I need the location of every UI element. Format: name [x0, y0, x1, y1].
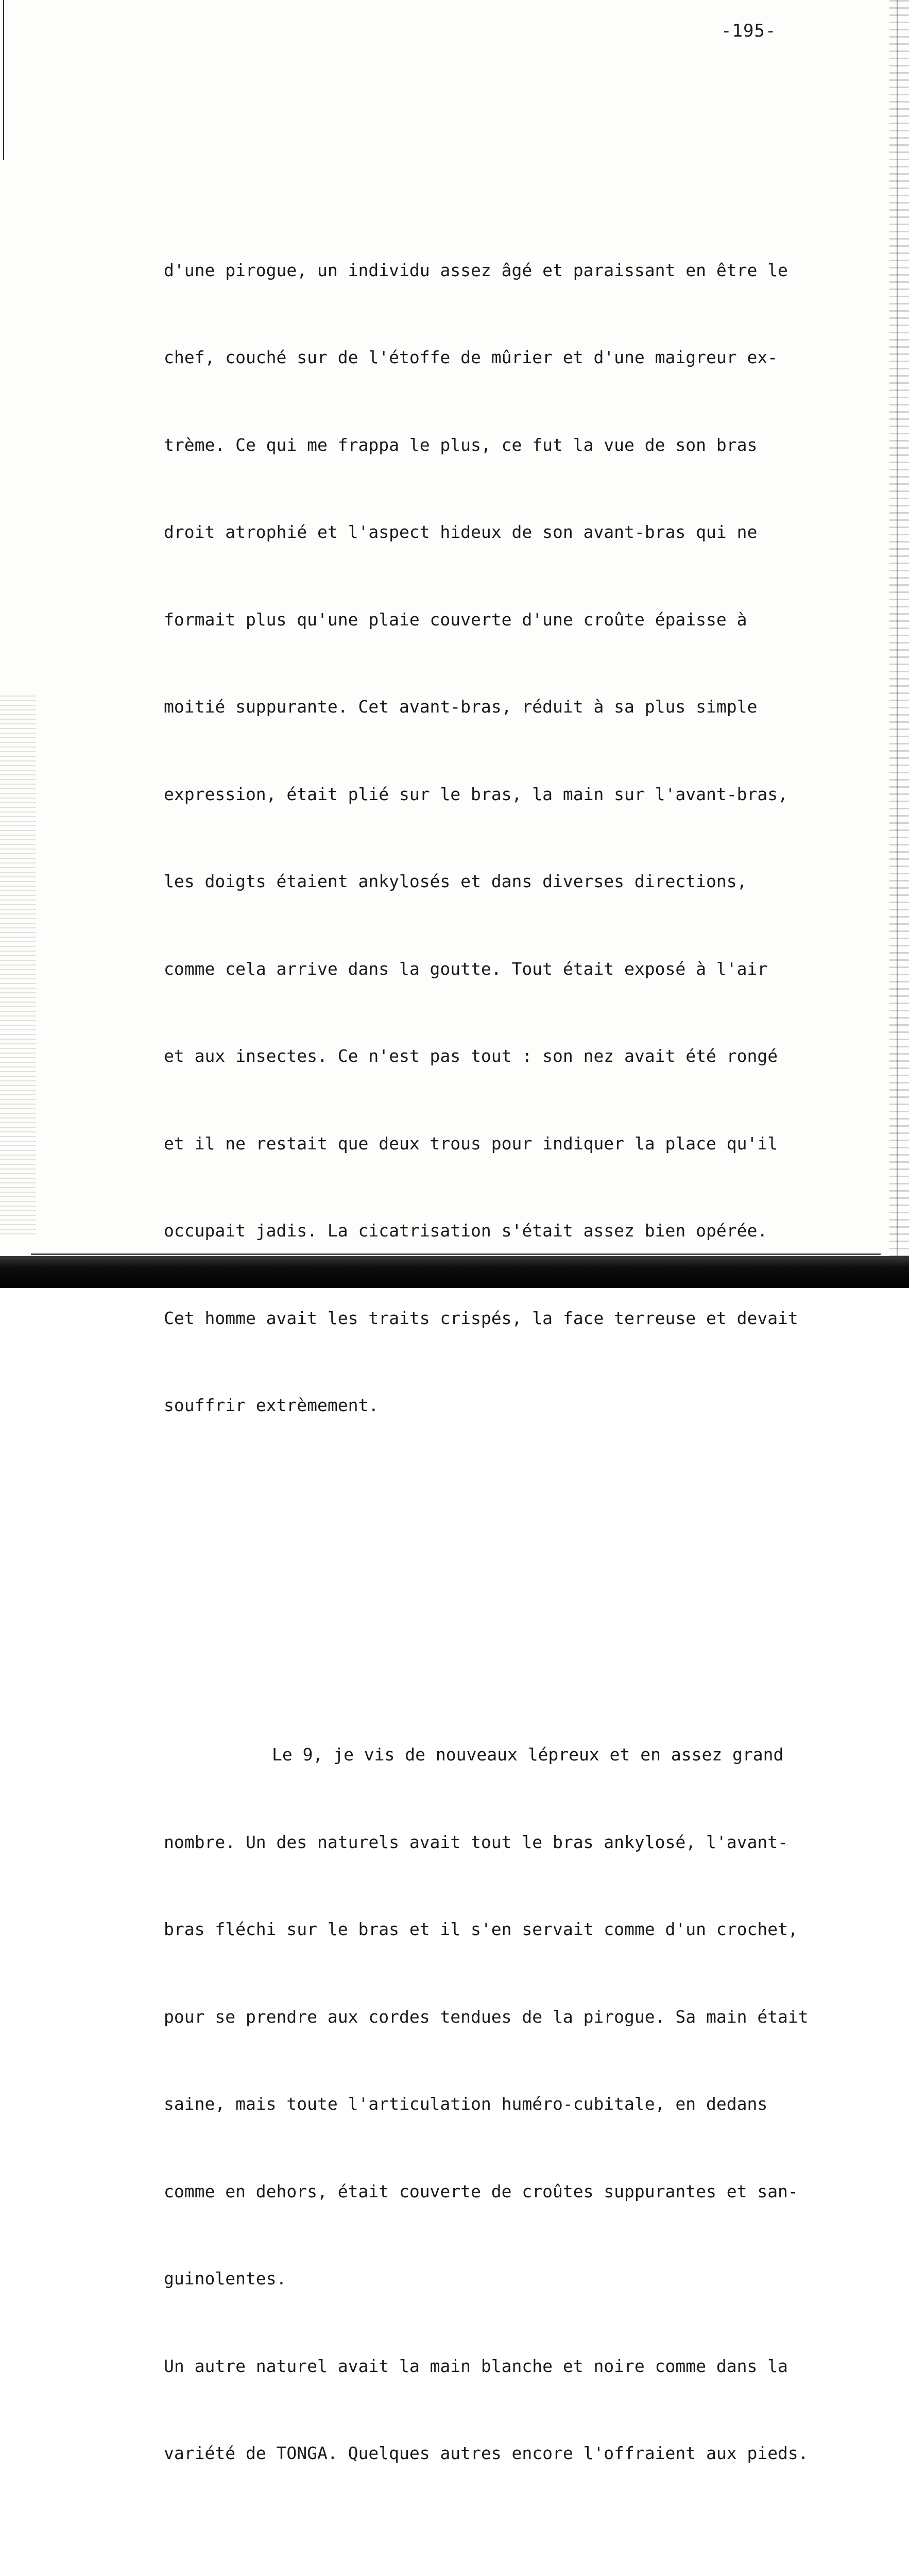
text-line: et il ne restait que deux trous pour indiquer la place qu'il: [164, 1133, 778, 1154]
text-line: comme en dehors, était couverte de croûtes suppurantes et san-: [164, 2181, 798, 2201]
body-text: [164, 110, 885, 2576]
paragraph: [164, 198, 885, 1479]
text-line: Le 9, je vis de nouveaux lépreux et en assez grand: [272, 1744, 784, 1765]
text-line: souffrir extrèmement.: [164, 1395, 379, 1415]
text-line: Un autre naturel avait la main blanche et noire comme dans la: [164, 2355, 788, 2376]
paragraph: [164, 1682, 885, 2527]
text-line: bras fléchi sur le bras et il s'en servait comme d'un crochet,: [164, 1919, 798, 1939]
text-line: expression, était plié sur le bras, la main sur l'avant-bras,: [164, 784, 788, 804]
text-line: guinolentes.: [164, 2268, 287, 2289]
text-line: droit atrophié et l'aspect hideux de son avant-bras qui ne: [164, 522, 758, 542]
text-line: nombre. Un des naturels avait tout le bras ankylosé, l'avant-: [164, 1832, 788, 1852]
text-line: formait plus qu'une plaie couverte d'une croûte épaisse à: [164, 609, 747, 630]
text-line: pour se prendre aux cordes tendues de la pirogue. Sa main était: [164, 2006, 809, 2027]
scan-right-margin-line: [897, 0, 898, 1262]
text-line: trème. Ce qui me frappa le plus, ce fut la vue de son bras: [164, 434, 758, 455]
scan-right-edge-noise: [889, 0, 909, 1267]
scan-left-edge-noise: [0, 696, 36, 1236]
scan-left-margin-line: [3, 0, 4, 160]
text-line: et aux insectes. Ce n'est pas tout : son nez avait été rongé: [164, 1046, 778, 1066]
paragraph-gap: [164, 1537, 885, 1566]
text-line: les doigts étaient ankylosés et dans diverses directions,: [164, 871, 747, 891]
page-number: -195-: [721, 21, 777, 41]
text-line: comme cela arrive dans la goutte. Tout était exposé à l'air: [164, 958, 768, 979]
text-line: saine, mais toute l'articulation huméro-cubitale, en dedans: [164, 2094, 768, 2114]
text-line: occupait jadis. La cicatrisation s'était assez bien opérée.: [164, 1221, 768, 1241]
text-line: moitié suppurante. Cet avant-bras, réduit à sa plus simple: [164, 697, 758, 717]
text-line: Cet homme avait les traits crispés, la face terreuse et devait: [164, 1308, 798, 1328]
text-line: chef, couché sur de l'étoffe de mûrier et d'une maigreur ex-: [164, 347, 778, 367]
text-line: d'une pirogue, un individu assez âgé et paraissant en être le: [164, 260, 788, 280]
text-line: variété de TONGA. Quelques autres encore l'offraient aux pieds.: [164, 2443, 809, 2463]
